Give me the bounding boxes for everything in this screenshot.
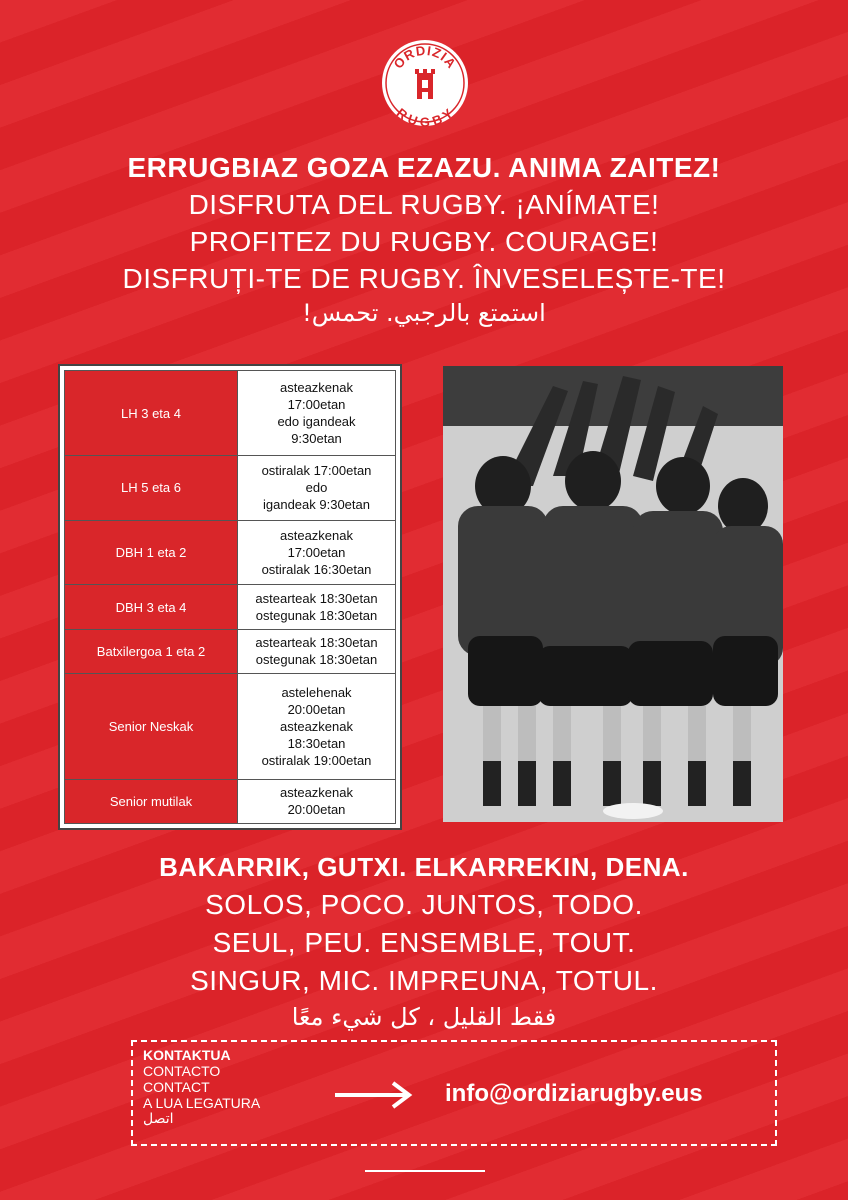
- motto-french: SEUL, PEU. ENSEMBLE, TOUT.: [212, 927, 636, 958]
- schedule-row: [65, 456, 396, 521]
- svg-text:ORDIZIA: ORDIZIA: [390, 42, 460, 72]
- motto-arabic: فقط القليل ، كل شيء معًا: [291, 1003, 557, 1031]
- schedule-row: [65, 674, 396, 779]
- motto-romanian: SINGUR, MIC. IMPREUNA, TOTUL.: [190, 965, 658, 996]
- schedule-group: Senior mutilak: [65, 779, 238, 823]
- contact-label-arabic: اتصل: [143, 1111, 174, 1127]
- contact-box: [131, 1040, 777, 1146]
- schedule-group: LH 3 eta 4: [65, 371, 238, 456]
- schedule-row: [65, 520, 396, 585]
- team-huddle-photo: [443, 366, 783, 822]
- training-schedule: [58, 364, 402, 830]
- schedule-time: astelehenak 20:00etan asteazkenak 18:30etan ostiralak 19:00etan: [238, 674, 396, 779]
- welcome-headings: [0, 150, 848, 329]
- schedule-group: DBH 3 eta 4: [65, 585, 238, 629]
- contact-label-french: CONTACT: [143, 1079, 210, 1095]
- schedule-group: Senior Neskak: [65, 674, 238, 779]
- schedule-time: astearteak 18:30etan ostegunak 18:30etan: [238, 585, 396, 629]
- schedule-row: [65, 629, 396, 673]
- contact-label-basque: KONTAKTUA: [143, 1047, 231, 1063]
- schedule-time: asteazkenak 20:00etan: [238, 779, 396, 823]
- schedule-time: asteazkenak 17:00etan ostiralak 16:30etan: [238, 520, 396, 585]
- motto-spanish: SOLOS, POCO. JUNTOS, TODO.: [205, 889, 643, 920]
- contact-label-romanian: A LUA LEGATURA: [143, 1095, 261, 1111]
- heading-arabic: استمتع بالرجبي. تحمس!: [302, 299, 546, 327]
- schedule-group: DBH 1 eta 2: [65, 520, 238, 585]
- heading-romanian: DISFRUȚI-TE DE RUGBY. ÎNVESELEȘTE-TE!: [122, 263, 726, 294]
- heading-spanish: DISFRUTA DEL RUGBY. ¡ANÍMATE!: [188, 189, 660, 220]
- heading-french: PROFITEZ DU RUGBY. COURAGE!: [189, 226, 659, 257]
- schedule-table: [64, 370, 396, 824]
- club-logo: [380, 38, 470, 128]
- schedule-group: Batxilergoa 1 eta 2: [65, 629, 238, 673]
- schedule-group: LH 5 eta 6: [65, 456, 238, 521]
- schedule-time: asteazkenak 17:00etan edo igandeak 9:30etan: [238, 371, 396, 456]
- schedule-row: [65, 779, 396, 823]
- motto: [0, 848, 848, 1034]
- contact-label-spanish: CONTACTO: [143, 1063, 221, 1079]
- schedule-time: ostiralak 17:00etan edo igandeak 9:30etan: [238, 456, 396, 521]
- schedule-time: astearteak 18:30etan ostegunak 18:30etan: [238, 629, 396, 673]
- svg-text:RUGBY: RUGBY: [393, 105, 457, 128]
- arrow-right-icon: [333, 1080, 413, 1110]
- bottom-divider: [365, 1170, 485, 1172]
- schedule-row: [65, 585, 396, 629]
- heading-basque: ERRUGBIAZ GOZA EZAZU. ANIMA ZAITEZ!: [127, 152, 721, 183]
- contact-labels: [143, 1047, 260, 1127]
- motto-basque: BAKARRIK, GUTXI. ELKARREKIN, DENA.: [159, 852, 689, 882]
- contact-email-link[interactable]: info@ordiziarugby.eus: [445, 1080, 703, 1107]
- schedule-row: [65, 371, 396, 456]
